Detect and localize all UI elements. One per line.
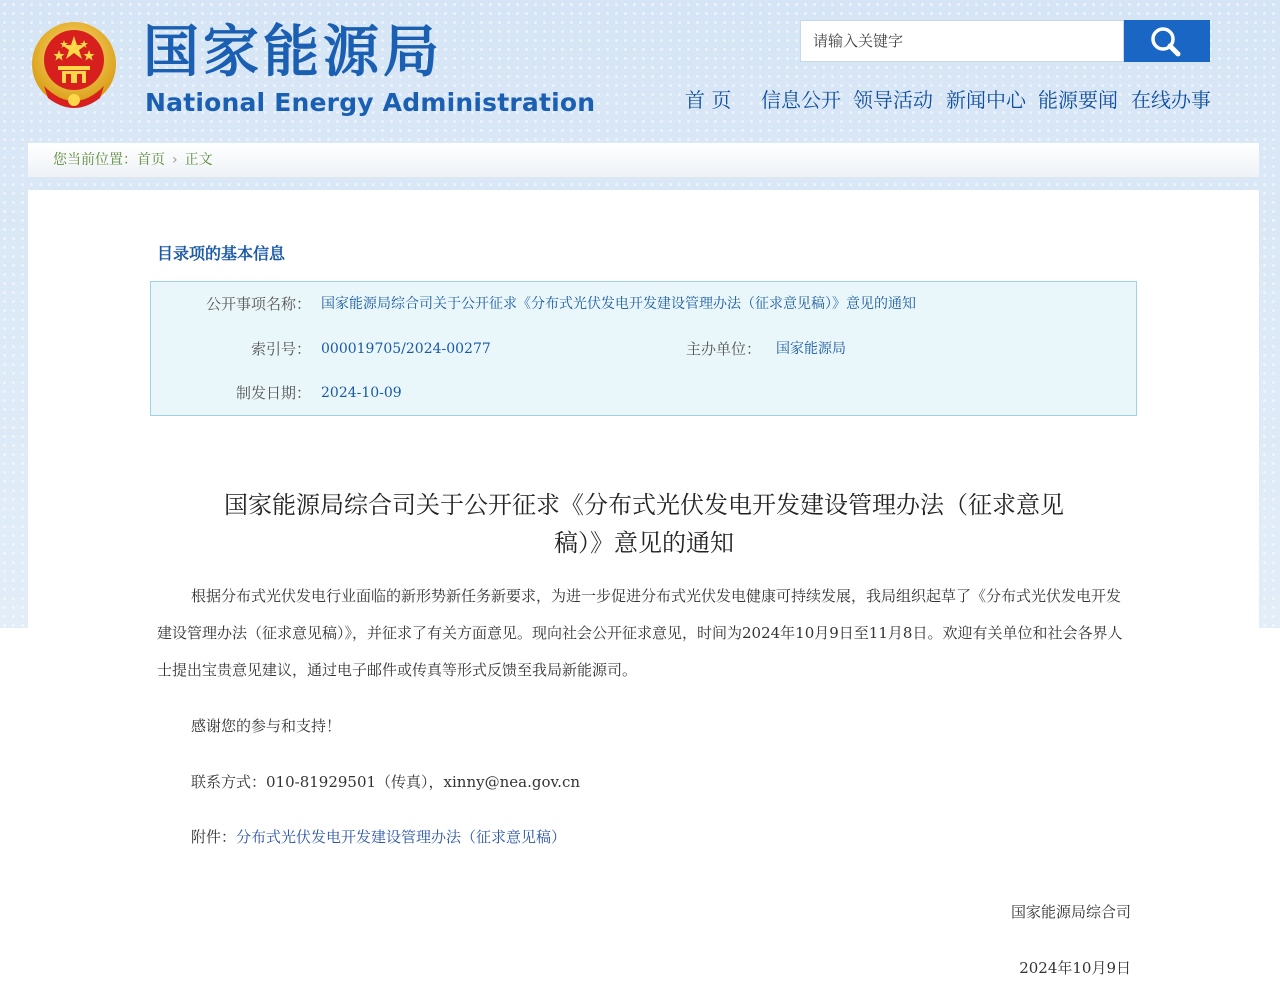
nav-news-center[interactable]: 新闻中心 bbox=[946, 88, 1026, 112]
article-title-line1: 国家能源局综合司关于公开征求《分布式光伏发电开发建设管理办法（征求意见 bbox=[224, 491, 1064, 519]
nav-leadership-activities[interactable]: 领导活动 bbox=[853, 88, 933, 112]
info-box bbox=[150, 281, 1137, 416]
site-title-en[interactable]: National Energy Administration bbox=[145, 88, 596, 117]
nav-info-disclosure[interactable]: 信息公开 bbox=[761, 88, 841, 112]
national-emblem-icon[interactable] bbox=[30, 20, 118, 112]
breadcrumb-current[interactable]: 正文 bbox=[184, 152, 213, 168]
attachment-label: 附件： bbox=[191, 828, 237, 846]
breadcrumb bbox=[28, 143, 1259, 178]
nav-online-services[interactable]: 在线办事 bbox=[1131, 88, 1211, 112]
info-heading: 目录项的基本信息 bbox=[157, 244, 286, 263]
nav-home[interactable]: 首 页 bbox=[685, 88, 732, 112]
site-title-cn[interactable]: 国家能源局 bbox=[143, 20, 443, 85]
breadcrumb-home-link[interactable]: 首页 bbox=[137, 152, 165, 168]
search-button[interactable] bbox=[1124, 20, 1210, 62]
article-title bbox=[160, 486, 1128, 562]
attachment-link[interactable]: 分布式光伏发电开发建设管理办法（征求意见稿） bbox=[236, 828, 567, 846]
search-icon bbox=[1124, 20, 1210, 62]
search-box bbox=[800, 20, 1124, 62]
article-attachment bbox=[157, 819, 1132, 856]
info-name-value: 国家能源局综合司关于公开征求《分布式光伏发电开发建设管理办法（征求意见稿）》意见的通知 bbox=[321, 296, 916, 312]
article-thanks: 感谢您的参与和支持！ bbox=[191, 717, 342, 735]
nav-energy-news[interactable]: 能源要闻 bbox=[1038, 88, 1118, 112]
search-input[interactable] bbox=[811, 21, 1115, 61]
article-signature: 国家能源局综合司 bbox=[1010, 903, 1131, 921]
article-contact: 联系方式：010-81929501（传真），xinny@nea.gov.cn bbox=[191, 773, 581, 791]
info-name-label: 公开事项名称： bbox=[205, 295, 311, 313]
info-org-label: 主办单位： bbox=[685, 340, 761, 358]
info-index-label: 索引号： bbox=[250, 340, 311, 358]
info-date-label: 制发日期： bbox=[235, 384, 311, 402]
chevron-right-icon: › bbox=[172, 152, 178, 168]
info-org-value: 国家能源局 bbox=[776, 341, 846, 357]
article-body: 根据分布式光伏发电行业面临的新形势新任务新要求，为进一步促进分布式光伏发电健康可持续发展，我局组织起草了《分布式光伏发电开发建设管理办法（征求意见稿）》，并征求了有关方面意见。现向社会公开征求意见，时间为2024年10月9日至11月8日。欢迎有关单位和社会各界人士提出宝贵意见建议，通过电子邮件或传真等形式反馈至我局新能源司。 bbox=[157, 587, 1123, 679]
article-sign-date: 2024年10月9日 bbox=[1019, 959, 1131, 977]
article-title-line2: 稿）》意见的通知 bbox=[554, 529, 734, 557]
breadcrumb-label: 您当前位置： bbox=[53, 152, 137, 168]
info-date-value: 2024-10-09 bbox=[321, 385, 402, 401]
info-index-value: 000019705/2024-00277 bbox=[321, 341, 491, 357]
